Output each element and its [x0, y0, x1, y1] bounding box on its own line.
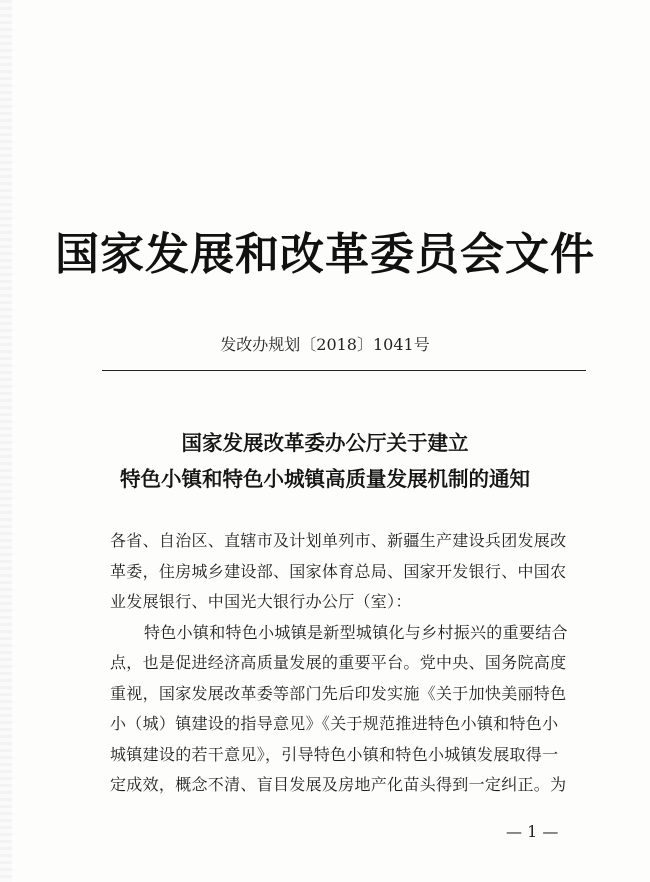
notice-title-line-2: 特色小镇和特色小城镇高质量发展机制的通知 [120, 467, 530, 491]
document-body [110, 526, 590, 801]
addressee-line: 业发展银行、中国光大银行办公厅（室）： [110, 592, 412, 611]
document-number: 发改办规划〔2018〕1041号 [220, 335, 430, 354]
page-number: — 1 — [506, 822, 559, 841]
body-line: 特色小镇和特色小城镇是新型城镇化与乡村振兴的重要结合 [144, 622, 568, 642]
body-line: 定成效，概念不清、盲目发展及房地产化苗头得到一定纠正。为 [110, 775, 567, 794]
notice-title-line-1: 国家发展改革委办公厅关于建立 [181, 431, 469, 455]
addressee-line: 各省、自治区、直辖市及计划单列市、新疆生产建设兵团发展改 [110, 531, 567, 550]
header-divider [102, 370, 586, 371]
body-line: 点，也是促进经济高质量发展的重要平台。党中央、国务院高度 [110, 653, 567, 672]
addressee-paragraph [110, 526, 590, 618]
body-paragraph [110, 618, 590, 801]
body-line: 重视，国家发展改革委等部门先后印发实施《关于加快美丽特色 [110, 683, 567, 703]
body-line: 小（城）镇建设的指导意见》《关于规范推进特色小镇和特色小 [110, 714, 559, 733]
addressee-line: 革委，住房城乡建设部、国家体育总局、国家开发银行、中国农 [110, 561, 567, 581]
document-header: 国家发展和改革委员会文件 [55, 229, 595, 280]
body-line: 城镇建设的若干意见》，引导特色小镇和特色小城镇发展取得一 [110, 744, 559, 764]
